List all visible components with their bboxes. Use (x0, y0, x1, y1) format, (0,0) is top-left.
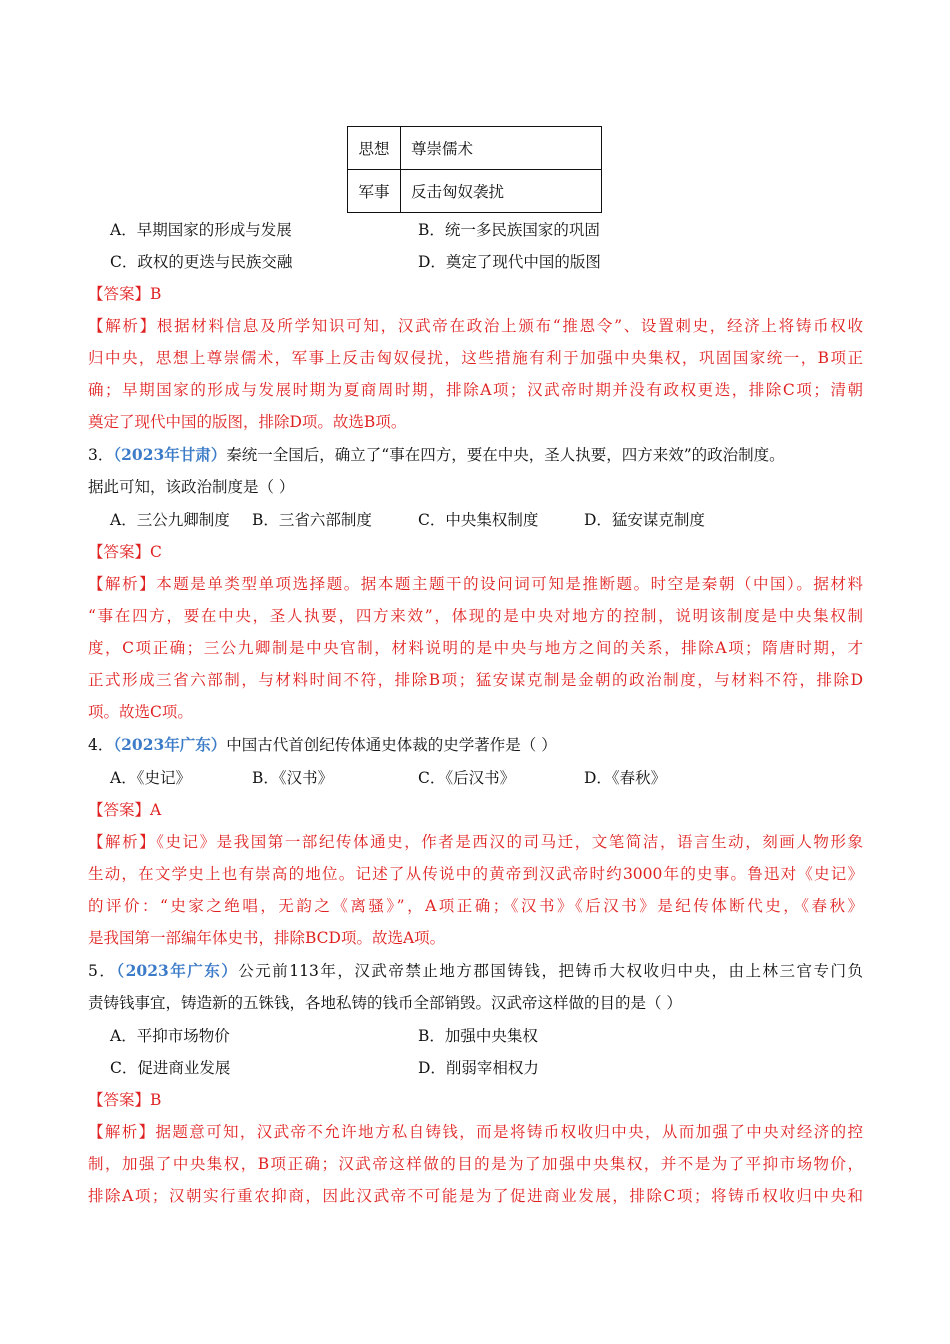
analysis-line: 是我国第一部编年体史书，排除BCD项。故选A项。 (88, 929, 446, 947)
question-text: 据此可知，该政治制度是（ ） (88, 478, 295, 496)
question-text: 中国古代首创纪传体通史体裁的史学著作是（ ） (226, 736, 557, 754)
option-c: C．中央集权制度 (418, 511, 539, 529)
q4-answer-block (88, 794, 863, 954)
question-number: 4． (88, 736, 114, 754)
table-cell-value: 反击匈奴袭扰 (401, 170, 602, 213)
answer-label: 【答案】B (88, 1091, 162, 1109)
analysis-line: 奠定了现代中国的版图，排除D项。故选B项。 (88, 413, 407, 431)
option-d: D．奠定了现代中国的版图 (418, 253, 601, 271)
q4-stem (88, 729, 863, 761)
option-d: D．猛安谋克制度 (584, 511, 705, 529)
material-table (347, 126, 602, 213)
analysis-line: 确；早期国家的形成与发展时期为夏商周时期，排除A项；汉武帝时期并没有政权更迭，排除C项；清朝 (88, 381, 863, 399)
answer-label: 【答案】A (88, 801, 162, 819)
q3-stem (88, 439, 863, 503)
question-number: 5． (88, 962, 117, 980)
option-a: A．平抑市场物价 (110, 1027, 230, 1045)
option-c: C．《后汉书》 (418, 769, 516, 787)
question-text: 责铸钱事宜，铸造新的五铢钱，各地私铸的钱币全部销毁。汉武帝这样做的目的是（ ） (88, 994, 682, 1012)
analysis-line: 正式形成三省六部制，与材料时间不符，排除B项；猛安谋克制是金朝的政治制度，与材料不符，排除D (88, 671, 863, 689)
table-row (348, 127, 602, 170)
option-a: A．早期国家的形成与发展 (110, 221, 292, 239)
analysis-line: 【解析】据题意可知，汉武帝不允许地方私自铸钱，而是将铸币权收归中央，从而加强了中央对经济的控 (88, 1123, 863, 1141)
source-tag: （2023年广东） (116, 961, 239, 980)
table-row (348, 170, 602, 213)
source-tag: （2023年广东） (113, 735, 227, 754)
answer-label: 【答案】B (88, 285, 162, 303)
question-text: 秦统一全国后，确立了“事在四方，要在中央，圣人执要，四方来效”的政治制度。 (226, 446, 785, 464)
q3-answer-block (88, 536, 863, 728)
analysis-line: “事在四方，要在中央，圣人执要，四方来效”，体现的是中央对地方的控制，说明该制度是中央集权制 (88, 607, 863, 625)
analysis-line: 的评价：“史家之绝唱，无韵之《离骚》”，A项正确；《汉书》《后汉书》是纪传体断代史，《春秋》 (88, 897, 863, 915)
table-cell-key: 军事 (348, 170, 401, 213)
option-b: B．加强中央集权 (418, 1027, 538, 1045)
q5-stem (88, 955, 863, 1019)
option-b: B．统一多民族国家的巩固 (418, 221, 600, 239)
analysis-line: 【解析】根据材料信息及所学知识可知，汉武帝在政治上颁布“推恩令”、设置刺史，经济上将铸币权收 (88, 317, 863, 335)
table-cell-key: 思想 (348, 127, 401, 170)
option-a: A．三公九卿制度 (110, 511, 230, 529)
option-c: C．促进商业发展 (110, 1059, 231, 1077)
answer-label: 【答案】C (88, 543, 162, 561)
q5-answer-block (88, 1084, 863, 1212)
analysis-line: 排除A项；汉朝实行重农抑商，因此汉武帝不可能是为了促进商业发展，排除C项；将铸币权收归中央和 (88, 1187, 863, 1205)
analysis-line: 【解析】《史记》是我国第一部纪传体通史，作者是西汉的司马迁，文笔简洁，语言生动，刻画人物形象 (88, 833, 863, 851)
option-d: D．削弱宰相权力 (418, 1059, 539, 1077)
option-c: C．政权的更迭与民族交融 (110, 253, 293, 271)
analysis-line: 度，C项正确；三公九卿制是中央官制，材料说明的是中央与地方之间的关系，排除A项；隋唐时期，才 (88, 639, 863, 657)
option-b: B．《汉书》 (252, 769, 334, 787)
analysis-line: 【解析】本题是单类型单项选择题。据本题主题干的设问词可知是推断题。时空是秦朝（中国）。据材料 (88, 575, 863, 593)
analysis-line: 生动，在文学史上也有崇高的地位。记述了从传说中的黄帝到汉武帝时约3000年的史事。鲁迅对《史记》 (88, 865, 863, 883)
table-cell-value: 尊崇儒术 (401, 127, 602, 170)
q2-answer-block (88, 278, 863, 438)
analysis-line: 项。故选C项。 (88, 703, 193, 721)
question-number: 3． (88, 446, 114, 464)
analysis-line: 归中央，思想上尊崇儒术，军事上反击匈奴侵扰，这些措施有利于加强中央集权，巩固国家统一，B项正 (88, 349, 863, 367)
source-tag: （2023年甘肃） (113, 445, 227, 464)
option-b: B．三省六部制度 (252, 511, 372, 529)
option-a: A．《史记》 (110, 769, 191, 787)
option-d: D．《春秋》 (584, 769, 667, 787)
question-text: 公元前113年，汉武帝禁止地方郡国铸钱，把铸币大权收归中央，由上林三官专门负 (238, 962, 863, 980)
analysis-line: 制，加强了中央集权，B项正确；汉武帝这样做的目的是为了加强中央集权，并不是为了平抑市场物价， (88, 1155, 863, 1173)
